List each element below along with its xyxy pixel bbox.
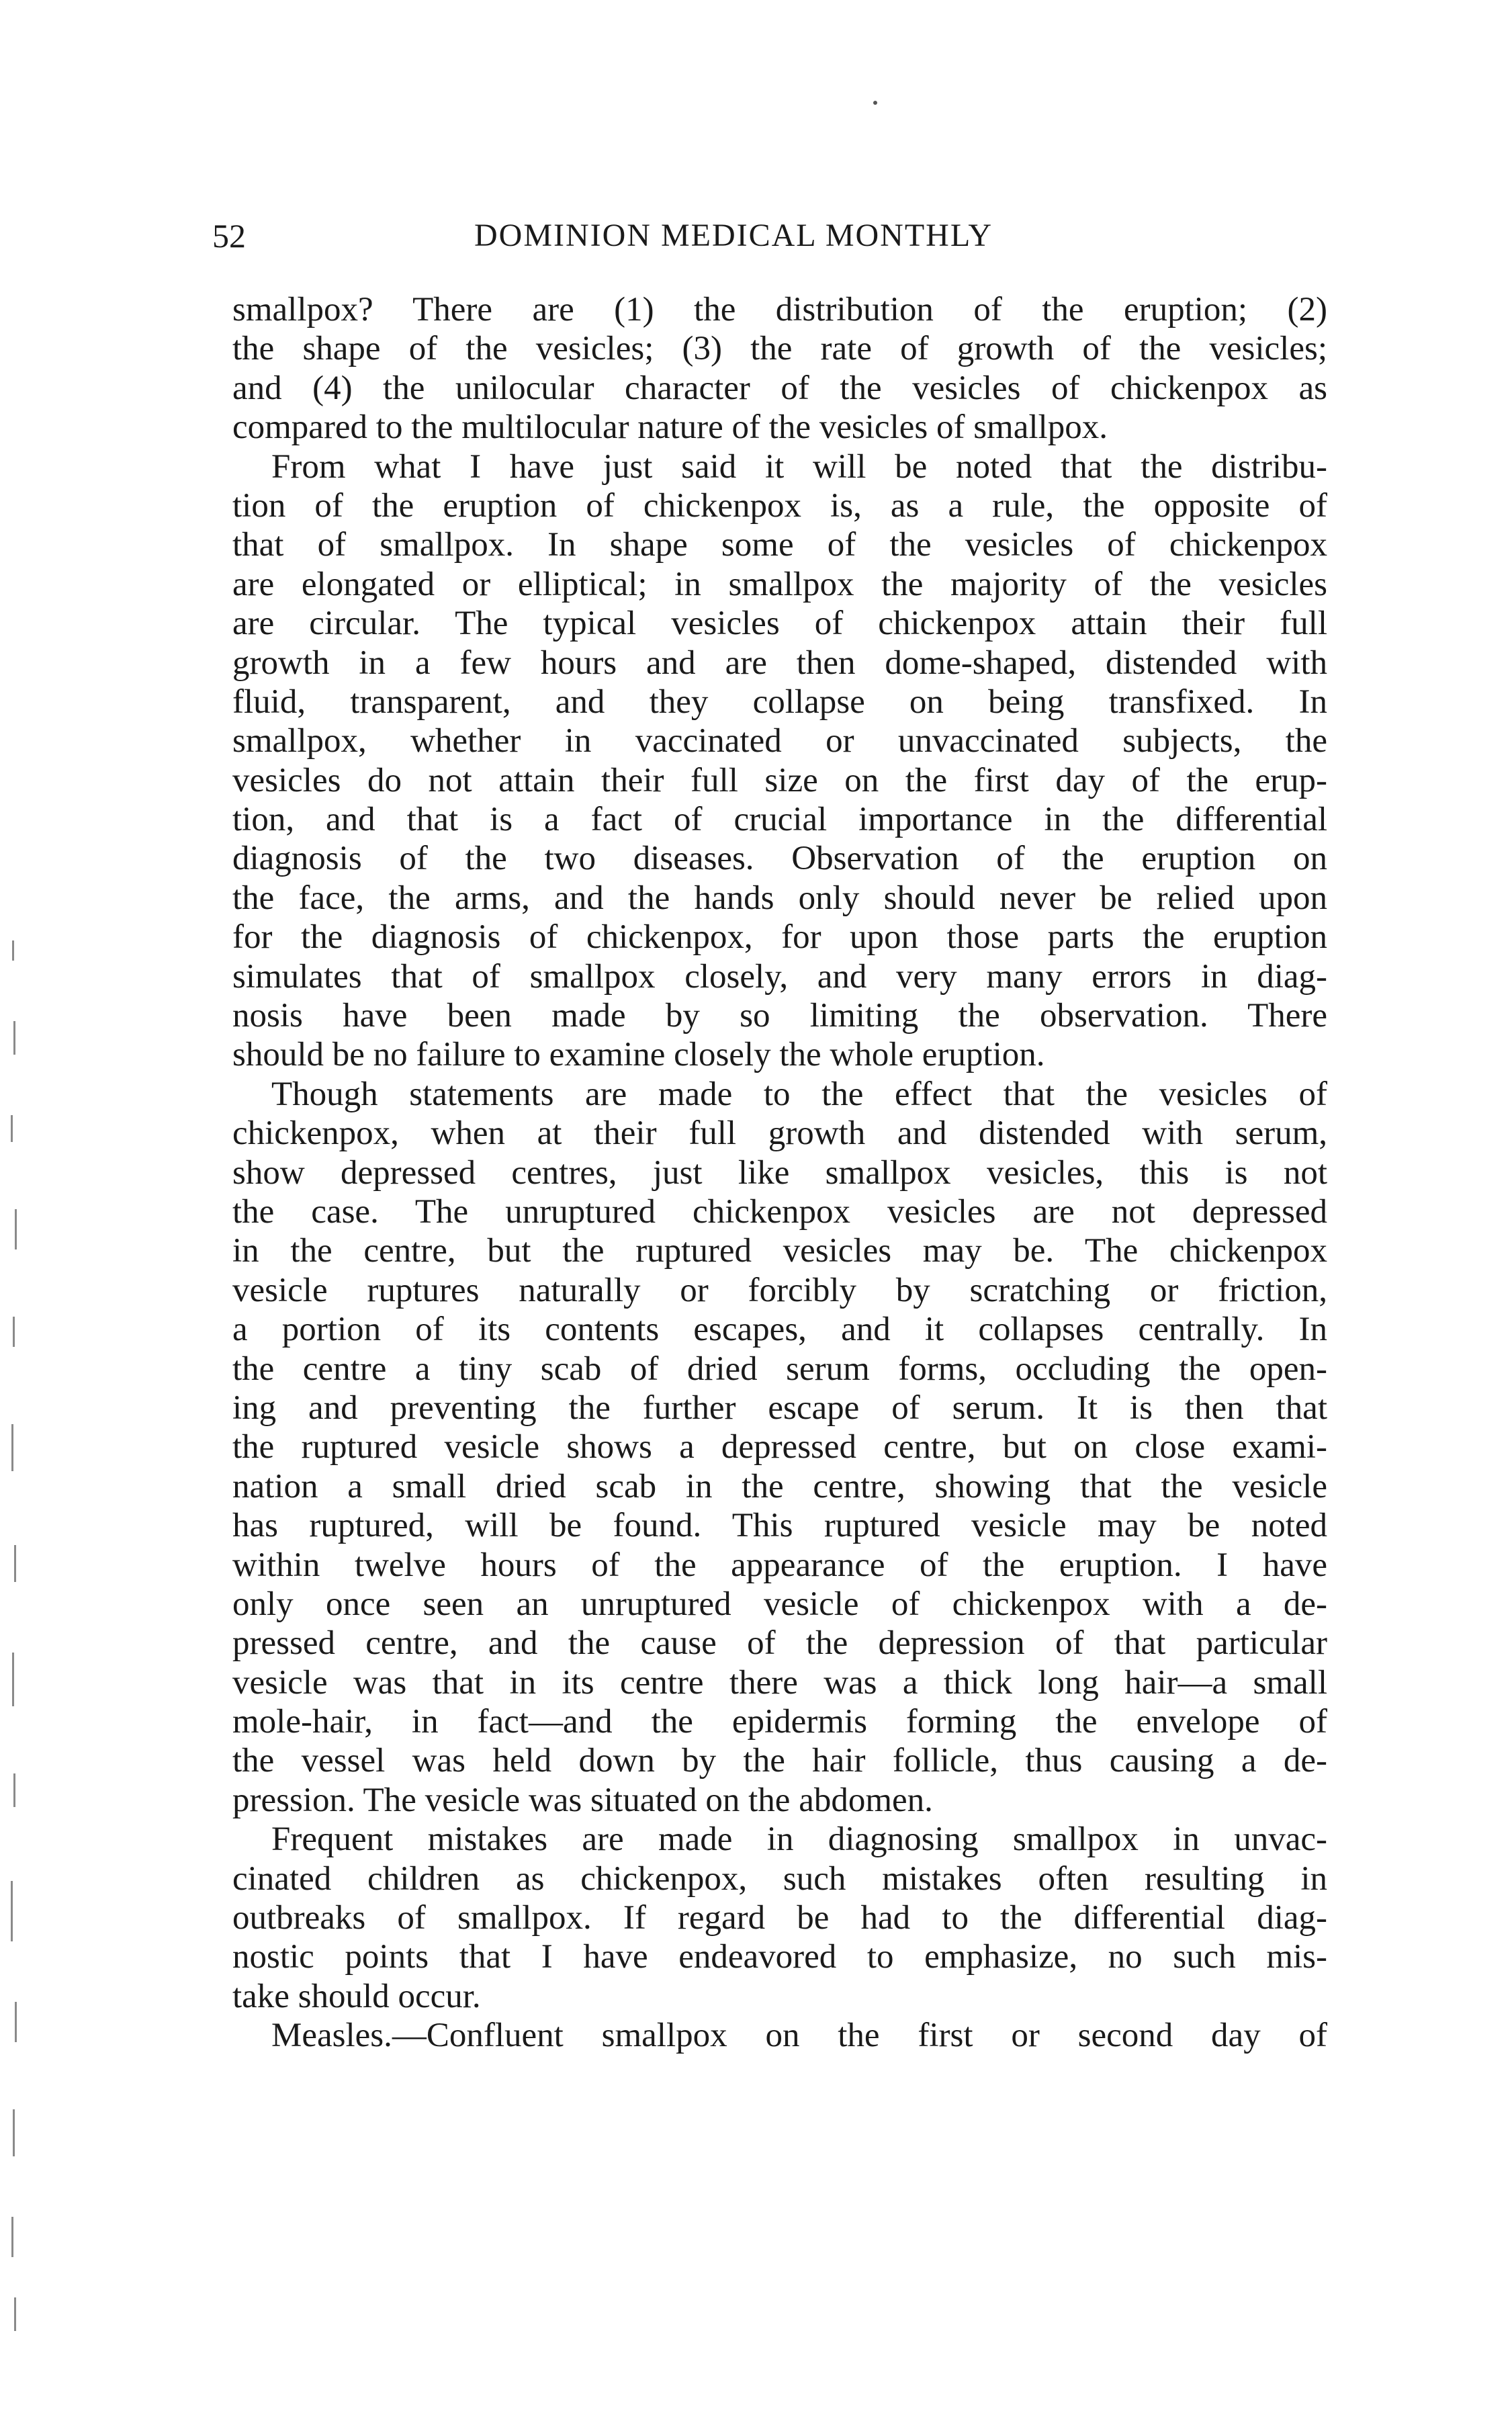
text-line: nostic points that I have endeavored to emphasize, no such mis- (232, 1938, 1327, 1976)
text-line: outbreaks of smallpox. If regard be had to the differential diag- (232, 1899, 1327, 1937)
text-line: in the centre, but the ruptured vesicles may be. The chickenpox (232, 1232, 1327, 1270)
text-line: the shape of the vesicles; (3) the rate of growth of the vesicles; (232, 330, 1327, 368)
text-line: cinated children as chickenpox, such mistakes often resulting in (232, 1859, 1327, 1898)
text-line: for the diagnosis of chickenpox, for upon those parts the eruption (232, 918, 1327, 957)
text-line: the centre a tiny scab of dried serum forms, occluding the open- (232, 1350, 1327, 1388)
running-head (212, 212, 1327, 259)
text-line: the face, the arms, and the hands only should never be relied upon (232, 879, 1327, 917)
scan-speck (15, 1209, 17, 1249)
text-line: only once seen an unruptured vesicle of chickenpox with a de- (232, 1585, 1327, 1623)
text-line: mole-hair, in fact—and the epidermis forming the envelope of (232, 1703, 1327, 1741)
paragraph-start-line: Though statements are made to the effect that the vesicles of (271, 1075, 1327, 1113)
text-line: and (4) the unilocular character of the vesicles of chickenpox as (232, 369, 1327, 407)
text-line: ing and preventing the further escape of serum. It is then that (232, 1389, 1327, 1427)
scan-speck (14, 1545, 16, 1582)
paragraph-start-line: Measles.—Confluent smallpox on the first or second day of (271, 2017, 1327, 2055)
journal-title: DOMINION MEDICAL MONTHLY (474, 218, 993, 253)
text-line: the case. The unruptured chickenpox vesicles are not depressed (232, 1192, 1327, 1231)
text-line: fluid, transparent, and they collapse on being transfixed. In (232, 683, 1327, 721)
text-line: nation a small dried scab in the centre, showing that the vesicle (232, 1467, 1327, 1505)
page-number: 52 (212, 217, 246, 255)
text-line: tion, and that is a fact of crucial importance in the differential (232, 801, 1327, 839)
text-line: smallpox? There are (1) the distribution of the eruption; (2) (232, 291, 1327, 328)
text-line: show depressed centres, just like smallpox vesicles, this is not (232, 1153, 1327, 1192)
body-text (232, 290, 1327, 2056)
paragraph-start-line: From what I have just said it will be noted that the distribu- (271, 447, 1327, 486)
text-line: pressed centre, and the cause of the depression of that particular (232, 1624, 1327, 1663)
text-line: chickenpox, when at their full growth and distended with serum, (232, 1114, 1327, 1153)
text-line: the vessel was held down by the hair follicle, thus causing a de- (232, 1742, 1327, 1780)
scan-speck (12, 940, 14, 961)
scan-speck (13, 2109, 15, 2156)
scan-speck (13, 1317, 15, 1347)
text-line: nosis have been made by so limiting the observation. There (232, 997, 1327, 1035)
scan-speck (11, 1424, 13, 1471)
ink-speck (873, 101, 877, 105)
text-line: are circular. The typical vesicles of chickenpox attain their full (232, 605, 1327, 643)
text-line: are elongated or elliptical; in smallpox the majority of the vesicles (232, 565, 1327, 603)
text-line: growth in a few hours and are then dome-shaped, distended with (232, 644, 1327, 682)
scan-speck (15, 2002, 17, 2042)
text-line: within twelve hours of the appearance of the eruption. I have (232, 1546, 1327, 1584)
text-line: vesicle was that in its centre there was a thick long hair—a small (232, 1663, 1327, 1702)
scan-speck (13, 1773, 15, 1807)
text-line: should be no failure to examine closely the whole eruption. (232, 1036, 1045, 1074)
scan-speck (11, 1115, 13, 1142)
scan-speck (11, 2217, 13, 2257)
scan-speck (12, 1653, 14, 1706)
text-line: vesicles do not attain their full size on the first day of the erup- (232, 761, 1327, 799)
text-line: diagnosis of the two diseases. Observation of the eruption on (232, 840, 1327, 878)
scan-speck (13, 1021, 15, 1055)
scan-speck (11, 1881, 13, 1941)
text-line: smallpox, whether in vaccinated or unvaccinated subjects, the (232, 722, 1327, 760)
text-line: the ruptured vesicle shows a depressed centre, but on close exami- (232, 1428, 1327, 1466)
text-line: pression. The vesicle was situated on the abdomen. (232, 1781, 933, 1819)
text-line: vesicle ruptures naturally or forcibly by scratching or friction, (232, 1271, 1327, 1309)
text-line: has ruptured, will be found. This ruptured vesicle may be noted (232, 1507, 1327, 1545)
text-line: a portion of its contents escapes, and it collapses centrally. In (232, 1311, 1327, 1349)
text-line: take should occur. (232, 1977, 481, 2015)
text-line: compared to the multilocular nature of the vesicles of smallpox. (232, 408, 1108, 447)
scan-speck (14, 2297, 16, 2331)
text-line: tion of the eruption of chickenpox is, as a rule, the opposite of (232, 486, 1327, 525)
text-line: that of smallpox. In shape some of the vesicles of chickenpox (232, 526, 1327, 564)
text-line: simulates that of smallpox closely, and very many errors in diag- (232, 957, 1327, 996)
scan-margin-specks (7, 940, 34, 2351)
paragraph-start-line: Frequent mistakes are made in diagnosing smallpox in unvac- (271, 1820, 1327, 1859)
